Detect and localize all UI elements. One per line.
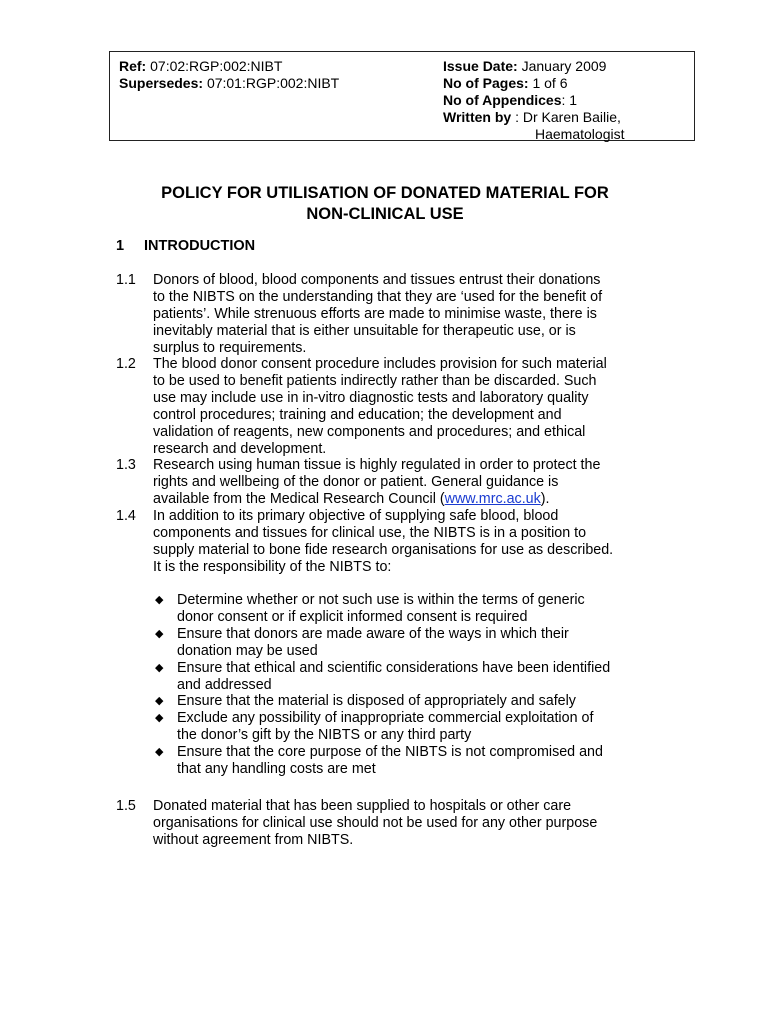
text-line: donor consent or if explicit informed consent is required: [177, 608, 528, 625]
supersedes-value: 07:01:RGP:002:NIBT: [206, 75, 340, 91]
text-line: Donors of blood, blood components and tissues entrust their donations: [153, 272, 601, 288]
list-item: [153, 693, 673, 710]
written-by-value: : Dr Karen Bailie,: [515, 109, 621, 125]
text-line: to be used to benefit patients indirectly rather than be discarded. Such: [153, 372, 597, 389]
list-item: [153, 660, 673, 694]
text-line: components and tissues for clinical use, the NIBTS is in a position to: [153, 524, 587, 541]
text-line: patients’. While strenuous efforts are made to minimise waste, there is: [153, 305, 597, 322]
list-item: [153, 626, 673, 660]
text-line: rights and wellbeing of the donor or patient. General guidance is: [153, 473, 559, 490]
text-line: surplus to requirements.: [153, 339, 307, 356]
ref-line: [119, 58, 339, 75]
document-title: [109, 183, 661, 225]
text-line: Donated material that has been supplied to hospitals or other care: [153, 798, 572, 814]
text-line: Ensure that donors are made aware of the ways in which their: [177, 625, 569, 642]
paragraph-1-2: [116, 356, 676, 457]
text-line: Ensure that the core purpose of the NIBTS is not compromised and: [177, 744, 603, 761]
diamond-bullet-icon: ◆: [155, 695, 164, 708]
text-line: inevitably material that is either unsuitable for therapeutic use, or is: [153, 322, 576, 339]
paragraph-number: 1.3: [116, 457, 136, 473]
diamond-bullet-icon: ◆: [155, 661, 164, 674]
pages-label: No of Pages:: [443, 75, 529, 91]
text-line: use may include use in in-vitro diagnostic tests and laboratory quality: [153, 389, 589, 406]
list-item: [153, 592, 673, 626]
mrc-website-link[interactable]: www.mrc.ac.uk: [444, 490, 541, 507]
text-line: The blood donor consent procedure includes provision for such material: [153, 356, 607, 372]
text-line: the donor’s gift by the NIBTS or any third party: [177, 727, 472, 744]
paragraph-1-3: [116, 457, 676, 508]
supersedes-line: [119, 75, 339, 92]
paragraph-1-1: [116, 272, 676, 357]
ref-value: 07:02:RGP:002:NIBT: [150, 58, 283, 74]
appendices-value: : 1: [561, 92, 578, 108]
diamond-bullet-icon: ◆: [155, 627, 164, 640]
appendices-label: No of Appendices: [443, 92, 562, 108]
appendices-line: [443, 92, 625, 109]
diamond-bullet-icon: ◆: [155, 746, 164, 759]
header-left-column: [119, 58, 339, 92]
pages-value: 1 of 6: [532, 75, 568, 91]
responsibility-list: [153, 592, 673, 778]
text-line: In addition to its primary objective of supplying safe blood, blood: [153, 508, 559, 524]
text-line: control procedures; training and education; the development and: [153, 406, 562, 423]
paragraph-number: 1.5: [116, 798, 136, 814]
paragraph-text: [153, 798, 676, 849]
diamond-bullet-icon: ◆: [155, 712, 164, 725]
document-header-box: [109, 51, 695, 141]
paragraph-1-4: [116, 508, 676, 576]
section-number: 1: [116, 238, 125, 254]
paragraph-number: 1.1: [116, 272, 136, 288]
ref-label: Ref:: [119, 58, 147, 74]
text-line: supply material to bone fide research organisations for use as described.: [153, 541, 614, 558]
section-title: INTRODUCTION: [144, 238, 256, 254]
issue-date-label: Issue Date:: [443, 58, 518, 74]
text-line: without agreement from NIBTS.: [153, 831, 354, 848]
text-line: donation may be used: [177, 642, 318, 659]
text-line: Research using human tissue is highly regulated in order to protect the: [153, 457, 601, 473]
text-line: validation of reagents, new components and procedures; and ethical: [153, 423, 586, 440]
text-fragment: available from the Medical Research Council (: [153, 490, 445, 507]
supersedes-label: Supersedes:: [119, 75, 204, 91]
text-line: and addressed: [177, 676, 272, 693]
paragraph-text: [153, 356, 676, 457]
title-line-2: NON-CLINICAL USE: [306, 205, 464, 223]
written-by-line: [443, 109, 625, 126]
text-line: Ensure that the material is disposed of appropriately and safely: [177, 693, 576, 710]
section-heading: [116, 238, 255, 254]
header-right-column: [443, 58, 625, 143]
text-line: Exclude any possibility of inappropriate commercial exploitation of: [177, 710, 594, 727]
text-line: It is the responsibility of the NIBTS to:: [153, 558, 392, 575]
written-by-role: Haematologist: [535, 126, 625, 142]
paragraph-text: [153, 457, 676, 508]
pages-line: [443, 75, 625, 92]
diamond-bullet-icon: ◆: [155, 594, 164, 606]
list-item: [153, 744, 673, 778]
paragraph-number: 1.2: [116, 356, 136, 372]
paragraph-text: [153, 272, 676, 357]
title-line-1: POLICY FOR UTILISATION OF DONATED MATERIAL FOR: [161, 184, 609, 202]
text-line: to the NIBTS on the understanding that they are ‘used for the benefit of: [153, 288, 603, 305]
paragraph-1-5: [116, 798, 676, 849]
issue-date-line: [443, 58, 625, 75]
text-fragment: ).: [540, 490, 550, 507]
paragraph-number: 1.4: [116, 508, 136, 524]
list-item: [153, 710, 673, 744]
issue-date-value: January 2009: [521, 58, 607, 74]
text-line: Ensure that ethical and scientific considerations have been identified: [177, 659, 611, 676]
text-line: that any handling costs are met: [177, 761, 376, 778]
paragraph-text: [153, 508, 676, 576]
text-line: Determine whether or not such use is within the terms of generic: [177, 592, 585, 608]
written-by-label: Written by: [443, 109, 512, 125]
text-line: [153, 491, 676, 508]
text-line: organisations for clinical use should not be used for any other purpose: [153, 814, 598, 831]
text-line: research and development.: [153, 440, 327, 457]
